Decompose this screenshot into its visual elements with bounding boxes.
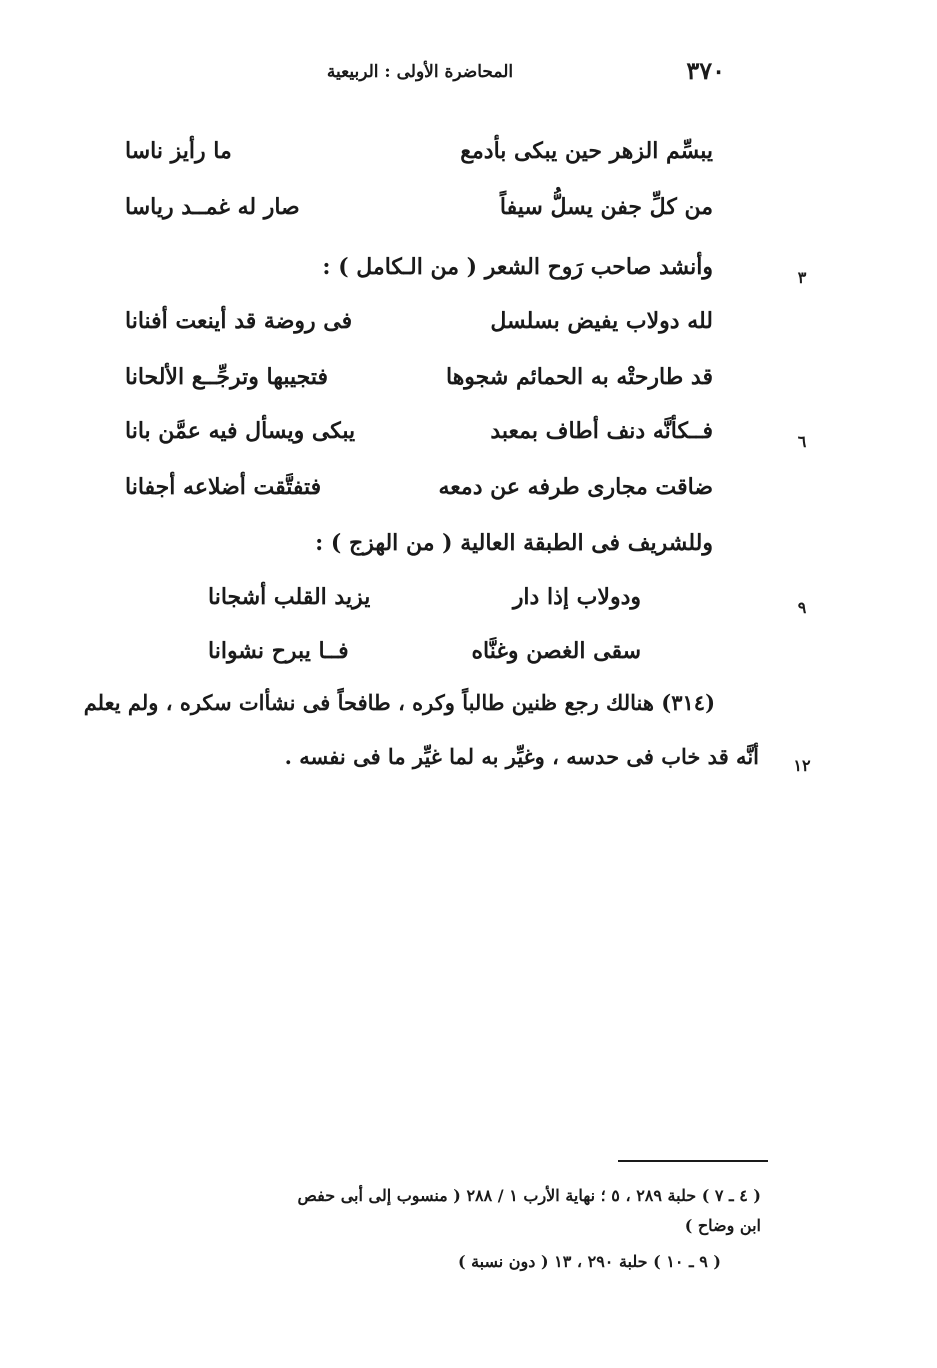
verse-7-first-hemistich: ودولاب إذا دار — [512, 584, 641, 610]
line-number-6: ٦ — [797, 432, 807, 451]
page-number: ٣٧٠ — [686, 56, 725, 85]
prose-paragraph-314-line-2: أنَّه قد خاب فى حدسه ، وغيِّر به لما غيِّر ما فى نفسه . — [284, 744, 759, 769]
line-number-12: ١٢ — [793, 756, 811, 775]
verse-2-second-hemistich: صار له غمــد رياسا — [125, 194, 300, 220]
verse-2-first-hemistich: من كلِّ جفن يسلُّ سيفاً — [499, 194, 713, 220]
verse-8-first-hemistich: سقى الغصن وغنَّاه — [471, 638, 641, 664]
verse-intro-al-sharif: وللشريف فى الطبقة العالية ( من الهزج ) : — [315, 530, 713, 556]
verse-6-second-hemistich: فتفتَّقت أضلاعه أجفانا — [125, 474, 322, 500]
verse-7-second-hemistich: يزيد القلب أشجانا — [208, 584, 371, 610]
verse-5-second-hemistich: يبكى ويسأل فيه عمَّن بانا — [125, 418, 356, 444]
verse-6-first-hemistich: ضاقت مجارى طرفه عن دمعه — [438, 474, 713, 500]
verse-8-second-hemistich: فــا يبرح نشوانا — [208, 638, 349, 664]
footnote-1-line-1: ( ٤ ـ ٧ ) حلبة ٢٨٩ ، ٥ ؛ نهاية الأرب ١ / ٢٨٨ ( منسوب إلى أبى حفص — [297, 1186, 761, 1205]
footnote-1-line-2: ابن وضاح ) — [684, 1216, 761, 1235]
verse-4-second-hemistich: فتجيبها وترجِّــع الألحانا — [125, 364, 328, 390]
verse-3-first-hemistich: لله دولاب يفيض بسلسل — [490, 308, 713, 334]
footnote-2: ( ٩ ـ ١٠ ) حلبة ٢٩٠ ، ١٣ ( دون نسبة ) — [457, 1252, 721, 1271]
footnote-separator-rule — [618, 1160, 768, 1162]
line-number-3: ٣ — [797, 268, 807, 287]
verse-5-first-hemistich: فــكأنَّه دنف أطاف بمعبد — [490, 418, 713, 444]
line-number-9: ٩ — [797, 598, 807, 617]
verse-3-second-hemistich: فى روضة قد أينعت أفنانا — [125, 308, 353, 334]
verse-1-second-hemistich: ما رأيز ناسا — [125, 138, 232, 164]
verse-intro-rawh-al-shir: وأنشد صاحب رَوح الشعر ( من الـكامل ) : — [322, 254, 713, 280]
verse-4-first-hemistich: قد طارحتْه به الحمائم شجوها — [446, 364, 713, 390]
running-header-title: المحاضرة الأولى : الربيعية — [326, 62, 514, 82]
prose-paragraph-314-line-1: (٣١٤) هنالك رجع ظنين طالباً وكره ، طافحاً فى نشأات سكره ، ولم يعلم — [83, 690, 715, 715]
verse-1-first-hemistich: يبسِّم الزهر حين يبكى بأدمع — [460, 138, 713, 164]
